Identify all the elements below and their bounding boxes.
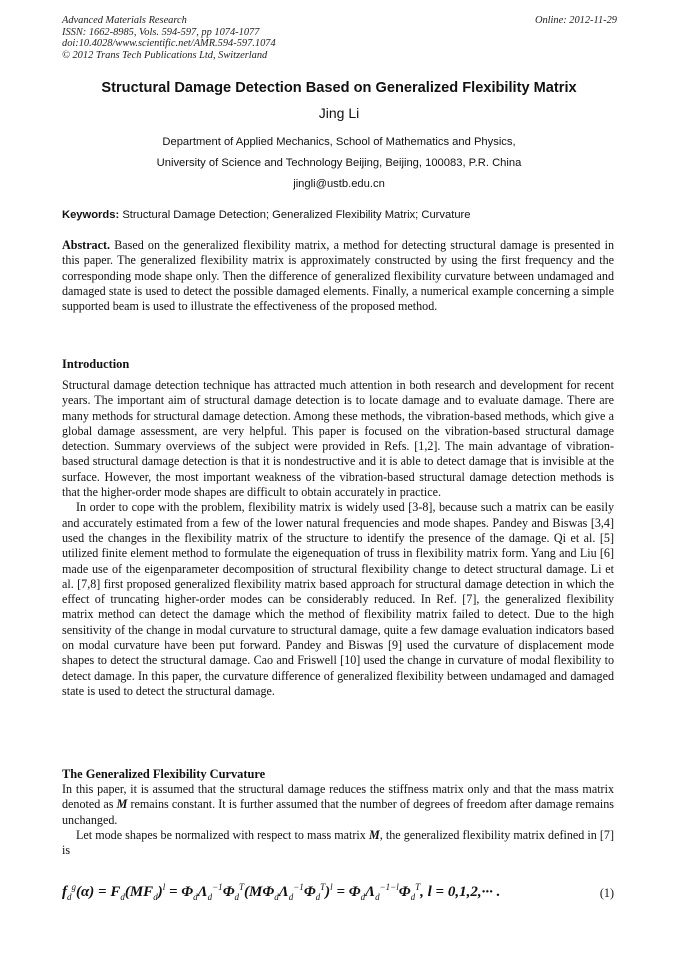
mass-matrix-symbol-2: M: [368, 827, 380, 842]
gfc-paragraph-1: In this paper, it is assumed that the structural damage reduces the stiffness matrix only and that the mass matrix denoted as M remains constant. It is further assumed that the number of degrees of freedom after damage remains unchanged.: [62, 782, 614, 827]
keywords: [62, 209, 622, 221]
keywords-label: Keywords:: [62, 209, 120, 221]
introduction-heading: Introduction: [62, 357, 130, 371]
gfc-paragraph-2: Let mode shapes be normalized with respect to mass matrix M, the generalized flexibility matrix defined in [7] is: [62, 827, 614, 858]
mass-matrix-symbol: M: [116, 797, 128, 812]
gfc-heading: The Generalized Flexibility Curvature: [62, 767, 266, 781]
introduction-section: [62, 378, 614, 699]
introduction-paragraph-1: Structural damage detection technique has attracted much attention in both research and development for recent years. The important aim of structural damage detection is to locate damage and to evaluate damage. There are many methods for structural damage detection. Among these methods, the vibration-based methods, which give a global damage assessment, are very helpful. This paper is focused on the vibration-based structural damage detection. Summary overviews of the subject were provided in Refs. [1,2]. The main advantage of vibration-based structural damage detection is that it is nondestructive and it is able to detect damage that is invisible at the surface. However, the most important weakness of the vibration-based structural damage detection methods is that the higher-order mode shapes are difficult to obtain accurately in practice.: [62, 378, 614, 500]
copyright-line: © 2012 Trans Tech Publications Ltd, Switzerland: [62, 49, 268, 61]
equation-number: (1): [599, 886, 614, 900]
author-email[interactable]: jingli@ustb.edu.cn: [293, 178, 385, 190]
affiliation-block: [0, 132, 678, 195]
journal-header: [62, 15, 617, 61]
issn-line: ISSN: 1662-8985, Vols. 594-597, pp 1074-1077: [62, 26, 260, 38]
affiliation-line-2: University of Science and Technology Beijing, Beijing, 100083, P.R. China: [156, 157, 522, 169]
introduction-paragraph-2: In order to cope with the problem, flexibility matrix is widely used [3-8], because such a matrix can be easily and accurately estimated from a few of the lower natural frequencies and mode shapes. Pandey and Biswas [3,4] used the changes in the flexibility matrix of the structure to identify the presence of the damage. Qi et al. [5] utilized finite element method to formulate the eigenequation of truss in flexibility matrix form. Yang and Liu [6] made use of the eigenparameter decomposition of structural flexibility change to detect structural damage. Li et al. [7,8] first proposed generalized flexibility matrix based approach for structural damage detection in which the effect of truncating higher-order modes can be considerably reduced. In Ref. [7], the generalized flexibility matrix method can detect the damage which the method of flexibility matrix failed to detect. Due to the high sensitivity of the change in modal curvature to structural damage, quite a few damage evaluation indicators based on modal curvature have been put forward. Pandey and Biswas [9] used the curvature of displacement mode shapes to detect the structural damage. Cao and Friswell [10] used the change in curvature of modal flexibility to detect damage. In this paper, the curvature difference of generalized flexibility between undamaged and damaged state is used to detect the structural damage.: [62, 500, 614, 698]
doi-line[interactable]: doi:10.4028/www.scientific.net/AMR.594-597.1074: [62, 38, 276, 50]
gfc-section: [62, 782, 614, 858]
abstract: [62, 238, 614, 314]
abstract-text: Based on the generalized flexibility matrix, a method for detecting structural damage is presented in this paper. The generalized flexibility matrix is approximately constructed by using the first frequency and the corresponding mode shape only. Then the difference of generalized flexibility curvature between undamaged and damaged state is used to detect the possible damaged elements. Finally, a numerical example concerning a simple supported beam is used to illustrate the effectiveness of the proposed method.: [62, 238, 615, 314]
online-date: Online: 2012-11-29: [534, 15, 617, 26]
paper-title: Structural Damage Detection Based on Generalized Flexibility Matrix: [101, 80, 577, 96]
equation-1: [62, 878, 614, 908]
abstract-label: Abstract.: [62, 238, 111, 252]
keywords-text: Structural Damage Detection; Generalized Flexibility Matrix; Curvature: [122, 209, 471, 221]
author-name: Jing Li: [318, 105, 360, 121]
generalized-flexibility-formula: $f_d^g(\alpha) = F_d(MF_d)^l = \Phi_d\Lambda_d^{-1}\Phi_d^T(M\Phi_d\Lambda_d^{-1}\Phi_d^T)^l = \Phi_d\Lambda_d^{-1-l}\Phi_d^T$, l = 0,1,2,··· .: [62, 882, 501, 902]
journal-name: Advanced Materials Research: [62, 15, 187, 26]
affiliation-line-1: Department of Applied Mechanics, School of Mathematics and Physics,: [162, 136, 516, 148]
